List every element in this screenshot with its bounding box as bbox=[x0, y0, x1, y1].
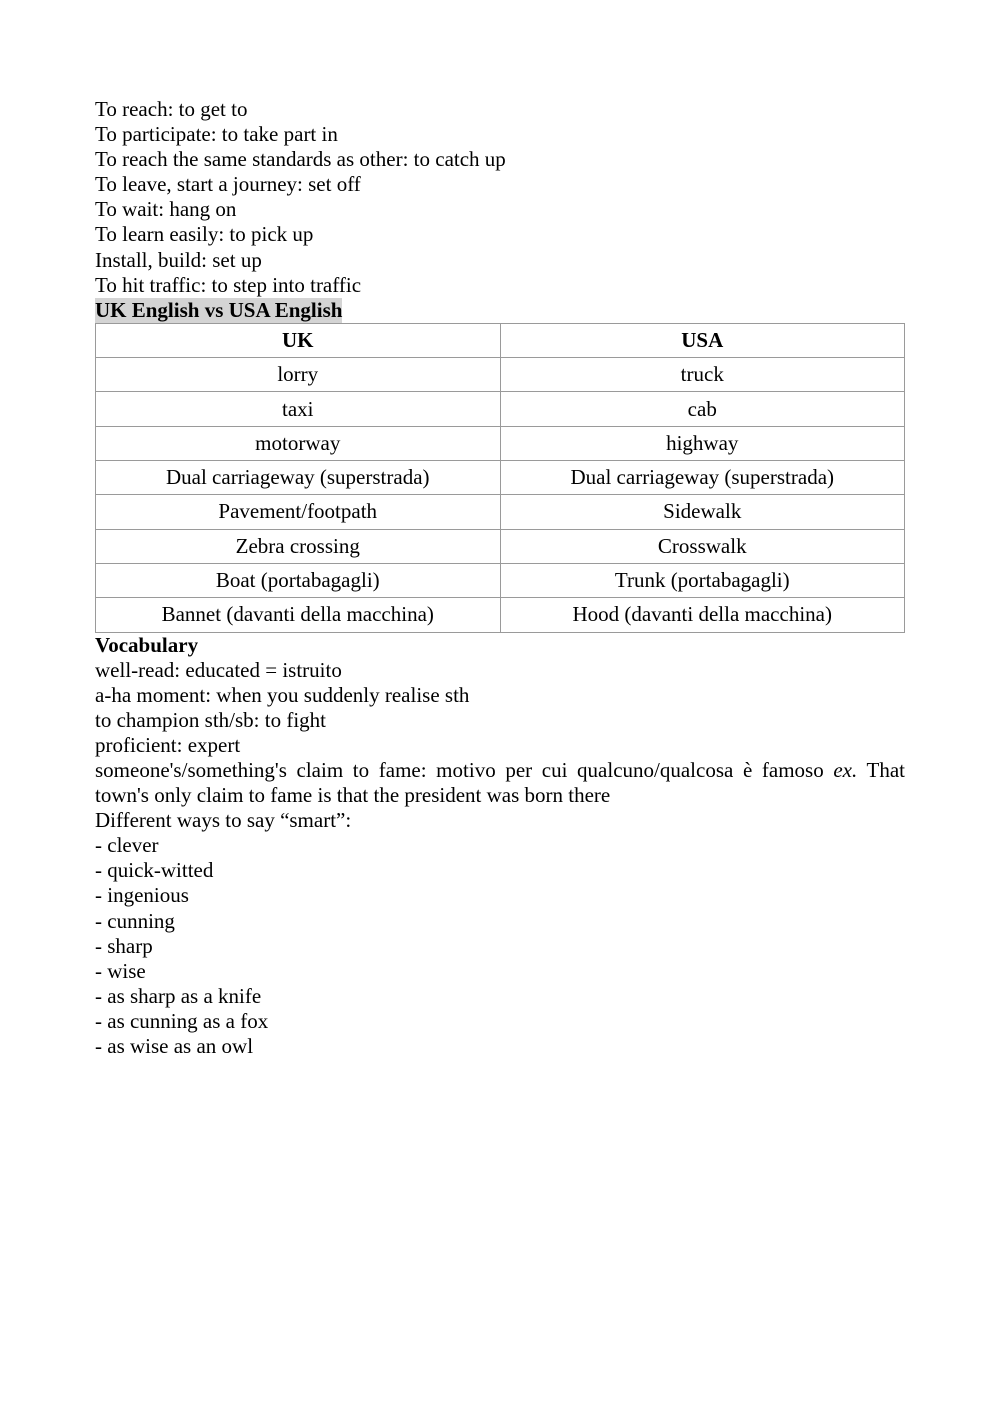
uk-cell: Pavement/footpath bbox=[96, 495, 501, 529]
table-row bbox=[96, 461, 905, 495]
uk-column-header: UK bbox=[96, 323, 501, 357]
table-row bbox=[96, 563, 905, 597]
table-row bbox=[96, 358, 905, 392]
vocabulary-item: a-ha moment: when you suddenly realise sth bbox=[95, 682, 470, 707]
phrasal-verb-item: To wait: hang on bbox=[95, 197, 237, 222]
usa-cell: highway bbox=[500, 426, 905, 460]
uk-cell: Bannet (davanti della macchina) bbox=[96, 598, 501, 632]
list-item: - quick-witted bbox=[95, 858, 214, 883]
smart-intro: Different ways to say “smart”: bbox=[95, 808, 352, 833]
usa-cell: Trunk (portabagagli) bbox=[500, 563, 905, 597]
list-item: - wise bbox=[95, 958, 146, 983]
vocabulary-heading: Vocabulary bbox=[95, 632, 199, 657]
phrasal-verb-item: To participate: to take part in bbox=[95, 122, 338, 147]
table-header-row bbox=[96, 323, 905, 357]
uk-cell: Dual carriageway (superstrada) bbox=[96, 461, 501, 495]
table-row bbox=[96, 392, 905, 426]
phrasal-verb-item: Install, build: set up bbox=[95, 247, 262, 272]
uk-cell: taxi bbox=[96, 392, 501, 426]
phrasal-verb-item: To hit traffic: to step into traffic bbox=[95, 272, 362, 297]
usa-cell: truck bbox=[500, 358, 905, 392]
list-item: - as wise as an owl bbox=[95, 1034, 254, 1059]
vocabulary-item: proficient: expert bbox=[95, 732, 241, 757]
list-item: - ingenious bbox=[95, 883, 189, 908]
table-row bbox=[96, 426, 905, 460]
claim-to-fame-entry bbox=[95, 758, 905, 808]
list-item: - as sharp as a knife bbox=[95, 983, 262, 1008]
phrasal-verb-item: To reach: to get to bbox=[95, 97, 248, 121]
claim-definition: someone's/something's claim to fame: motivo per cui qualcuno/qualcosa è famoso bbox=[95, 757, 834, 782]
list-item: - as cunning as a fox bbox=[95, 1008, 269, 1033]
table-row bbox=[96, 495, 905, 529]
phrasal-verbs-list bbox=[95, 97, 905, 298]
uk-usa-table bbox=[95, 323, 905, 633]
list-item: - sharp bbox=[95, 933, 153, 958]
uk-cell: Boat (portabagagli) bbox=[96, 563, 501, 597]
uk-usa-heading: UK English vs USA English bbox=[95, 297, 343, 322]
list-item: - clever bbox=[95, 833, 159, 858]
vocabulary-item: to champion sth/sb: to fight bbox=[95, 707, 326, 732]
example-marker: ex. bbox=[833, 757, 858, 782]
phrasal-verb-item: To leave, start a journey: set off bbox=[95, 172, 361, 197]
vocabulary-list bbox=[95, 658, 905, 834]
table-row bbox=[96, 598, 905, 632]
usa-cell: Sidewalk bbox=[500, 495, 905, 529]
usa-column-header: USA bbox=[500, 323, 905, 357]
usa-cell: Hood (davanti della macchina) bbox=[500, 598, 905, 632]
vocabulary-item: well-read: educated = istruito bbox=[95, 657, 342, 682]
usa-cell: Crosswalk bbox=[500, 529, 905, 563]
phrasal-verb-item: To learn easily: to pick up bbox=[95, 222, 314, 247]
document-page bbox=[95, 97, 905, 1059]
uk-cell: motorway bbox=[96, 426, 501, 460]
uk-cell: Zebra crossing bbox=[96, 529, 501, 563]
uk-cell: lorry bbox=[96, 358, 501, 392]
claim-example: That town's only claim to fame is that the president was born there bbox=[95, 757, 905, 808]
phrasal-verb-item: To reach the same standards as other: to catch up bbox=[95, 147, 506, 172]
table-row bbox=[96, 529, 905, 563]
list-item: - cunning bbox=[95, 908, 175, 933]
usa-cell: cab bbox=[500, 392, 905, 426]
usa-cell: Dual carriageway (superstrada) bbox=[500, 461, 905, 495]
smart-synonyms-list bbox=[95, 833, 905, 1059]
